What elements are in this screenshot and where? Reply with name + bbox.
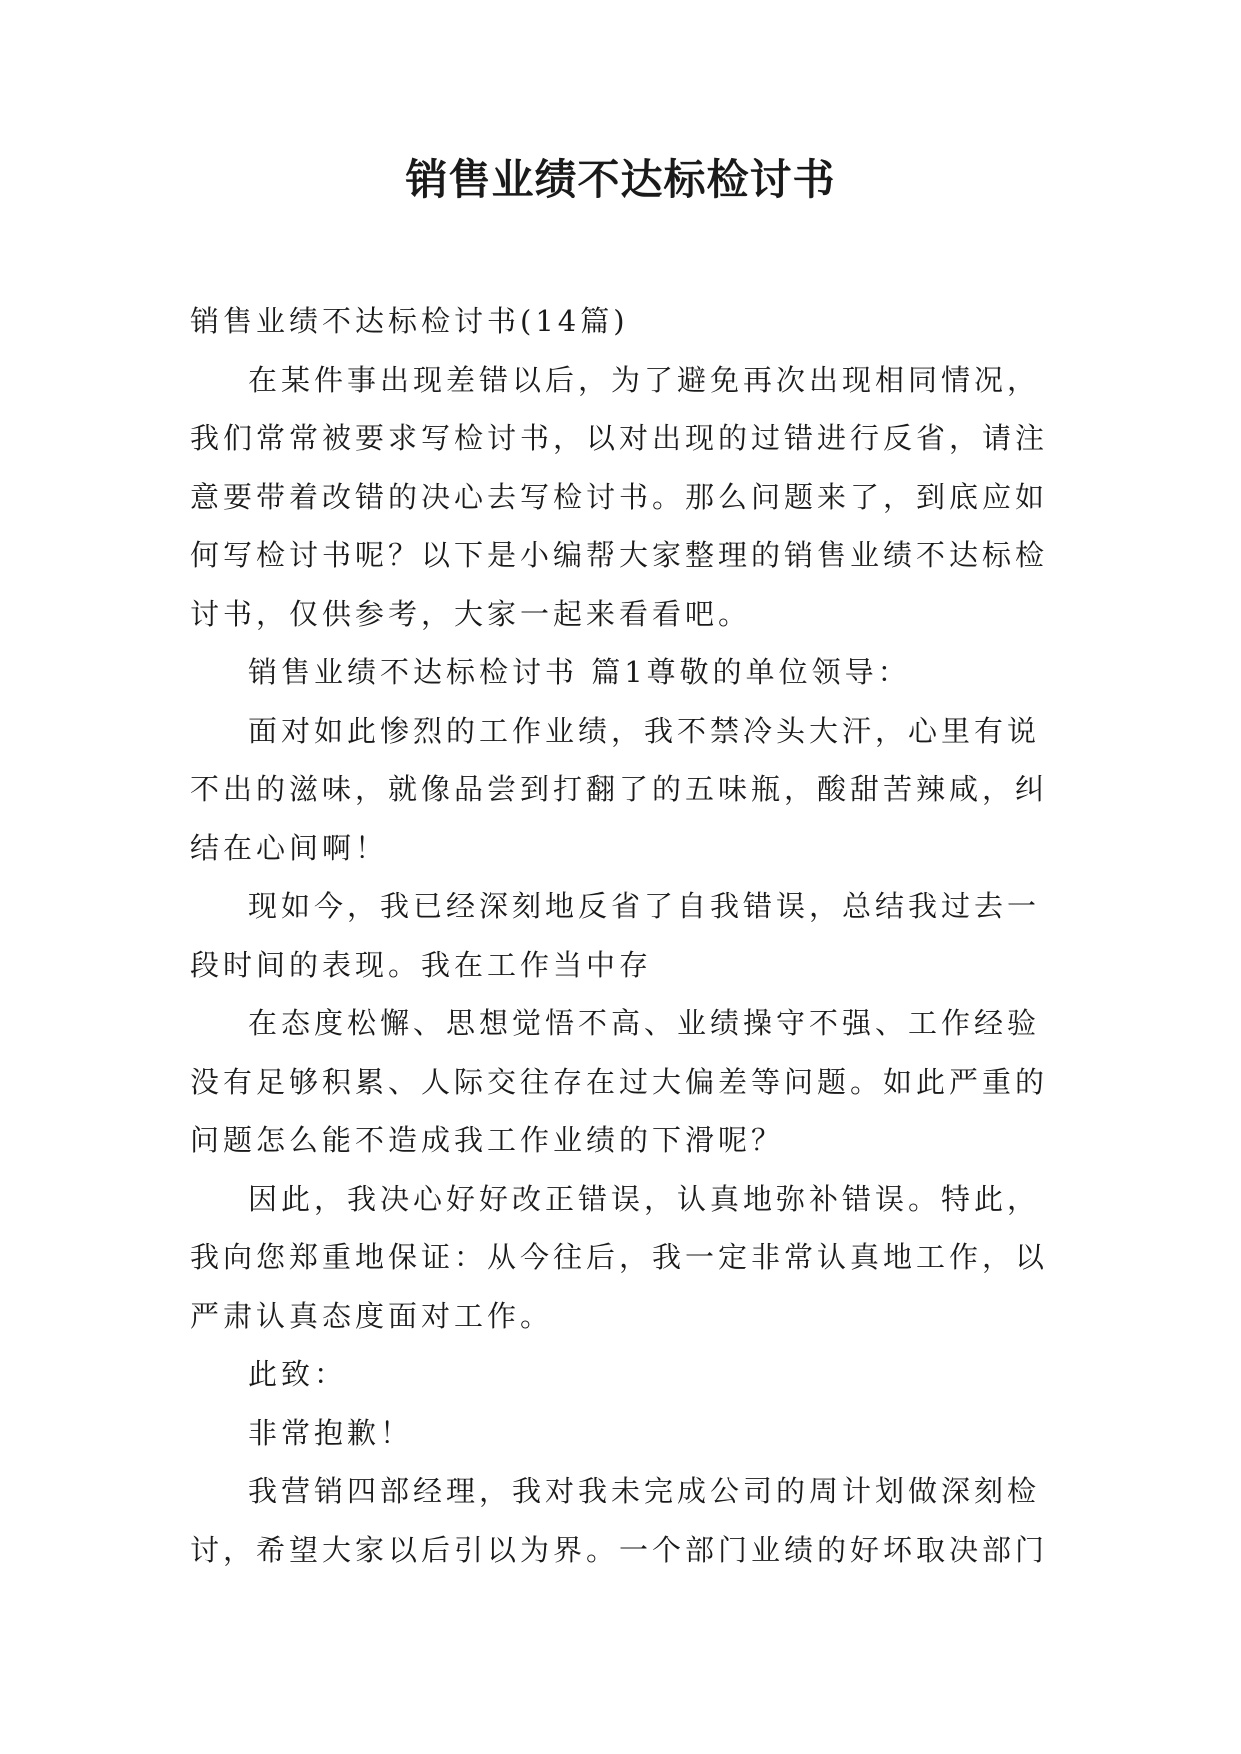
- paragraph: 面对如此惨烈的工作业绩，我不禁冷头大汗，心里有说不出的滋味，就像品尝到打翻了的五味瓶，酸甜苦辣咸，纠结在心间啊！: [190, 713, 1049, 865]
- document-title: 销售业绩不达标检讨书: [405, 155, 836, 204]
- paragraph: 现如今，我已经深刻地反省了自我错误，总结我过去一段时间的表现。我在工作当中存: [190, 889, 1041, 982]
- paragraph: 因此，我决心好好改正错误，认真地弥补错误。特此，我向您郑重地保证：从今往后，我一定非常认真地工作，以严肃认真态度面对工作。: [190, 1181, 1049, 1333]
- paragraph-apology: 非常抱歉！: [248, 1415, 414, 1450]
- paragraph-closing: 此致：: [248, 1357, 348, 1391]
- paragraph: 在态度松懈、思想觉悟不高、业绩操守不强、工作经验没有足够积累、人际交往存在过大偏差等问题。如此严重的问题怎么能不造成我工作业绩的下滑呢？: [190, 1006, 1049, 1157]
- paragraph: 我营销四部经理，我对我未完成公司的周计划做深刻检讨，希望大家以后引以为界。一个部门业绩的好坏取决部门: [190, 1474, 1049, 1567]
- paragraph-subtitle: 销售业绩不达标检讨书(14篇): [190, 304, 629, 338]
- paragraph-section-heading: 销售业绩不达标检讨书 篇1尊敬的单位领导：: [248, 655, 911, 689]
- document-body: [190, 292, 1060, 1579]
- paragraph-intro: 在某件事出现差错以后，为了避免再次出现相同情况，我们常常被要求写检讨书，以对出现的过错进行反省，请注意要带着改错的决心去写检讨书。那么问题来了，到底应如何写检讨书呢？以下是小编帮大家整理的销售业绩不达标检讨书，仅供参考，大家一起来看看吧。: [190, 362, 1049, 631]
